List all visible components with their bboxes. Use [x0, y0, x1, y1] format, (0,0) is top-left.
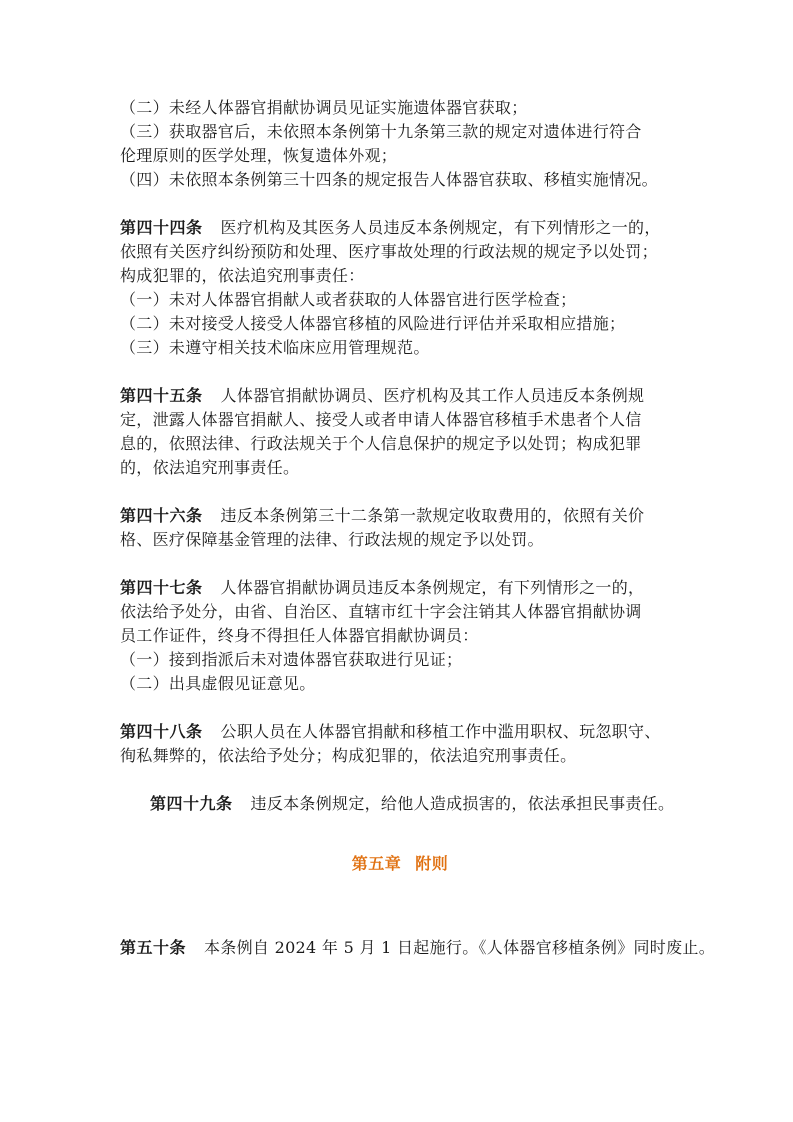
article-43-continuation	[120, 96, 680, 192]
chapter-5-heading	[120, 852, 680, 876]
article-46	[120, 504, 680, 552]
article-45-heading: 第四十五条	[120, 386, 203, 405]
article-44-item-3: （三）未遵守相关技术临床应用管理规范。	[120, 338, 430, 357]
article-44-heading: 第四十四条	[120, 218, 203, 237]
article-47-item-2: （二）出具虚假见证意见。	[120, 674, 316, 693]
article-48-heading: 第四十八条	[120, 722, 203, 741]
article-48-line: 徇私舞弊的，依法给予处分；构成犯罪的，依法追究刑事责任。	[120, 746, 577, 765]
article-49-line: 违反本条例规定，给他人造成损害的，依法承担民事责任。	[250, 794, 675, 813]
article-44-line: 依照有关医疗纠纷预防和处理、医疗事故处理的行政法规的规定予以处罚；	[120, 242, 658, 261]
article-46-line: 格、医疗保障基金管理的法律、行政法规的规定予以处罚。	[120, 530, 544, 549]
art43-item-2: （二）未经人体器官捐献协调员见证实施遗体器官获取；	[120, 98, 528, 117]
article-44-item-2: （二）未对接受人接受人体器官移植的风险进行评估并采取相应措施；	[120, 314, 626, 333]
article-49	[120, 792, 680, 816]
article-50-line: 本条例自 2024 年 5 月 1 日起施行。《人体器官移植条例》同时废止。	[204, 938, 716, 957]
article-47	[120, 576, 680, 696]
article-47-line: 人体器官捐献协调员违反本条例规定，有下列情形之一的，	[220, 578, 645, 597]
article-50-heading: 第五十条	[120, 938, 187, 957]
art43-item-4: （四）未依照本条例第三十四条的规定报告人体器官获取、移植实施情况。	[120, 170, 658, 189]
article-46-line: 违反本条例第三十二条第一款规定收取费用的，依照有关价	[220, 506, 645, 525]
chapter-5-title: 附则	[415, 854, 449, 873]
article-48	[120, 720, 680, 768]
art43-item-3-line2: 伦理原则的医学处理，恢复遗体外观；	[120, 146, 398, 165]
article-45-line: 定，泄露人体器官捐献人、接受人或者申请人体器官移植手术患者个人信	[120, 410, 642, 429]
article-44-item-1: （一）未对人体器官捐献人或者获取的人体器官进行医学检查；	[120, 290, 577, 309]
article-45-line: 的，依法追究刑事责任。	[120, 458, 300, 477]
document-page	[120, 96, 716, 960]
article-47-line: 依法给予处分，由省、自治区、直辖市红十字会注销其人体器官捐献协调	[120, 602, 642, 621]
article-44-line: 构成犯罪的，依法追究刑事责任：	[120, 266, 365, 285]
article-46-heading: 第四十六条	[120, 506, 203, 525]
article-45-line: 息的，依照法律、行政法规关于个人信息保护的规定予以处罚；构成犯罪	[120, 434, 642, 453]
article-49-heading: 第四十九条	[150, 794, 233, 813]
article-44	[120, 216, 680, 360]
article-47-line: 员工作证件，终身不得担任人体器官捐献协调员：	[120, 626, 479, 645]
article-45	[120, 384, 680, 480]
article-45-line: 人体器官捐献协调员、医疗机构及其工作人员违反本条例规	[220, 386, 645, 405]
article-44-line: 医疗机构及其医务人员违反本条例规定，有下列情形之一的，	[220, 218, 661, 237]
article-50	[120, 936, 716, 960]
art43-item-3-line1: （三）获取器官后，未依照本条例第十九条第三款的规定对遗体进行符合	[120, 122, 642, 141]
article-47-item-1: （一）接到指派后未对遗体器官获取进行见证；	[120, 650, 463, 669]
chapter-5-number: 第五章	[351, 854, 402, 873]
article-48-line: 公职人员在人体器官捐献和移植工作中滥用职权、玩忽职守、	[220, 722, 661, 741]
article-47-heading: 第四十七条	[120, 578, 203, 597]
